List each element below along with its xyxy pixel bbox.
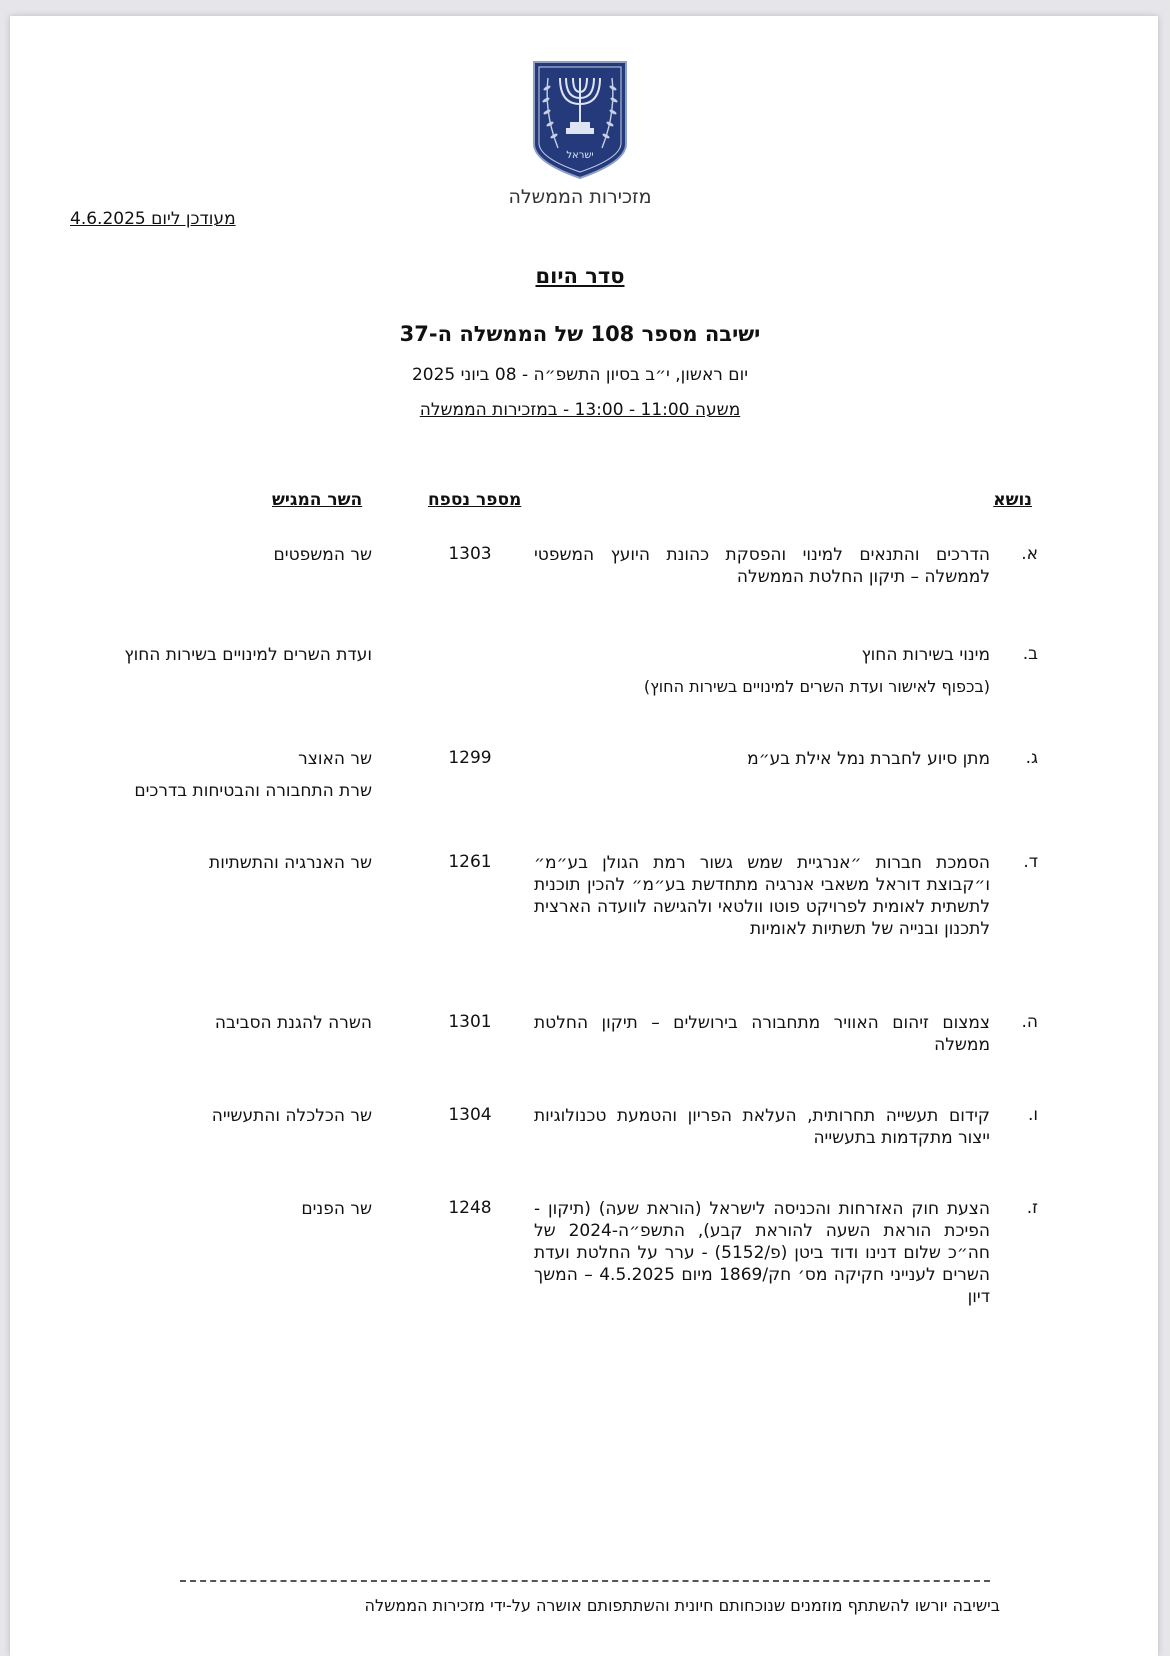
document-page xyxy=(10,16,1158,1656)
state-emblem-icon xyxy=(530,58,630,180)
svg-text:ישראל: ישראל xyxy=(566,150,594,161)
column-header-minister: השר המגיש xyxy=(272,490,363,510)
row-appendix: 1299 xyxy=(448,748,492,768)
row-letter: ב. xyxy=(1022,644,1038,664)
row-appendix: 1303 xyxy=(448,544,492,564)
row-letter: ה. xyxy=(1021,1012,1038,1032)
meeting-title: ישיבה מספר 108 של הממשלה ה-37 xyxy=(399,322,761,346)
row-topic: הצעת חוק האזרחות והכניסה לישראל (הוראת שעה) (תיקון - הפיכת הוראת השעה להוראת קבע), התשפ״ה-2024 של חה״כ שלום דנינו ודוד ביטן (פ/5152) - ערר על החלטת ועדת השרים לענייני חקיקה מס׳ חק/1869 מיום 4.5.2025 – המשך דיון xyxy=(534,1199,990,1307)
row-minister: ועדת השרים למינויים בשירות החוץ xyxy=(124,645,372,665)
row-minister-secondary: שרת התחבורה והבטיחות בדרכים xyxy=(134,781,372,801)
row-minister: השרה להגנת הסביבה xyxy=(214,1013,372,1033)
row-note: (בכפוף לאישור ועדת השרים למינויים בשירות החוץ) xyxy=(643,677,990,696)
row-topic: מתן סיוע לחברת נמל אילת בע״מ xyxy=(747,749,990,769)
row-letter: ו. xyxy=(1027,1105,1038,1125)
footer-note: בישיבה יורשו להשתתף מוזמנים שנוכחותם חיונית והשתתפותם אושרה על-ידי מזכירות הממשלה xyxy=(364,1596,1000,1615)
row-minister: שר האנרגיה והתשתיות xyxy=(209,853,372,873)
row-letter: ד. xyxy=(1023,852,1038,872)
row-appendix: 1248 xyxy=(448,1198,492,1218)
row-topic: מינוי בשירות החוץ xyxy=(861,645,990,665)
row-minister: שר האוצר xyxy=(298,749,372,769)
meeting-date: יום ראשון, י״ב בסיון התשפ״ה - 08 ביוני 2025 xyxy=(411,365,749,385)
row-letter: ג. xyxy=(1025,748,1038,768)
row-minister: שר הפנים xyxy=(301,1199,372,1219)
row-minister: שר המשפטים xyxy=(273,545,372,565)
updated-date: מעודכן ליום 4.6.2025 xyxy=(70,209,236,229)
row-topic: הדרכים והתנאים למינוי והפסקת כהונת היועץ המשפטי לממשלה – תיקון החלטת הממשלה xyxy=(534,545,990,587)
row-appendix: 1301 xyxy=(448,1012,492,1032)
row-minister: שר הכלכלה והתעשייה xyxy=(211,1106,372,1126)
meeting-time-place: משעה 11:00 - 13:00 - במזכירות הממשלה xyxy=(419,400,741,420)
column-header-appendix: מספר נספח xyxy=(428,490,522,510)
column-header-topic: נושא xyxy=(993,490,1032,510)
footer-divider xyxy=(180,1580,990,1584)
row-topic: צמצום זיהום האוויר מתחבורה בירושלים – תיקון החלטת ממשלה xyxy=(534,1013,990,1055)
row-letter: ז. xyxy=(1026,1198,1038,1218)
page-title: סדר היום xyxy=(535,264,625,288)
row-appendix: 1261 xyxy=(448,852,492,872)
row-topic: הסמכת חברות ״אנרגיית שמש גשור רמת הגולן בע״מ״ ו״קבוצת דוראל משאבי אנרגיה מתחדשת בע״מ״ להכין תוכנית לתשתית לאומית לפרויקט פוטו וולטאי ולהגישה לוועדה הארצית לתכנון ובנייה של תשתיות לאומיות xyxy=(534,853,990,939)
row-letter: א. xyxy=(1021,544,1038,564)
row-topic: קידום תעשייה תחרותית, העלאת הפריון והטמעת טכנולוגיות ייצור מתקדמות בתעשייה xyxy=(534,1106,990,1148)
organization-name: מזכירות הממשלה xyxy=(508,186,652,208)
row-appendix: 1304 xyxy=(448,1105,492,1125)
